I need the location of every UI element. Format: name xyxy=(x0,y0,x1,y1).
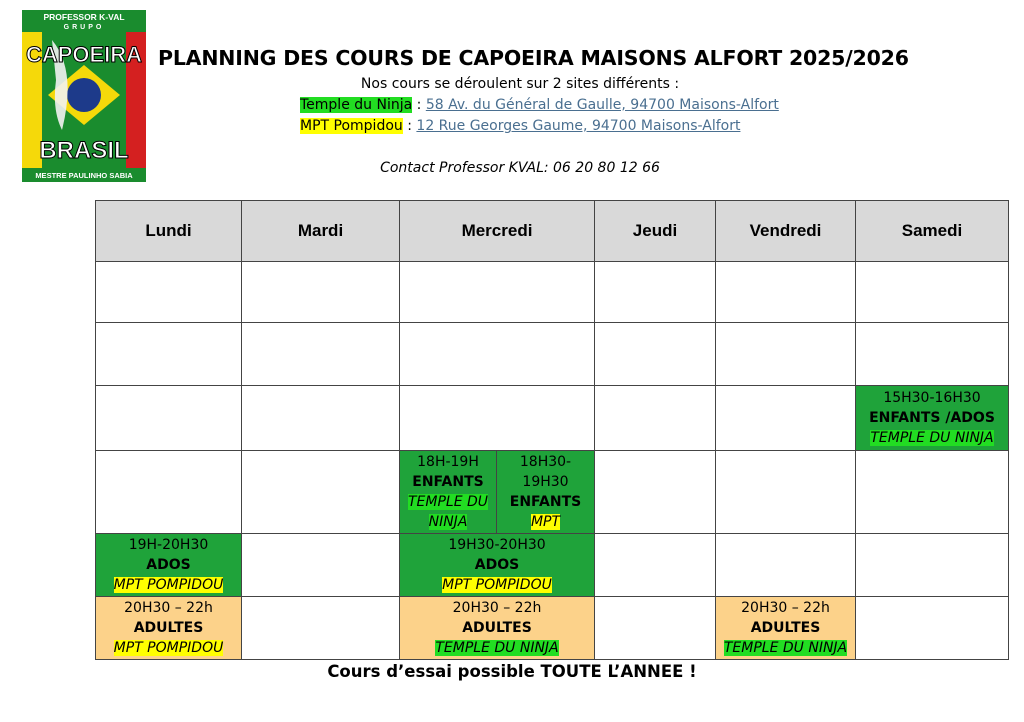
class-time: 20H30 – 22h xyxy=(452,600,542,616)
logo-bottom-text: MESTRE PAULINHO SABIA xyxy=(35,171,133,180)
site2-name: MPT Pompidou xyxy=(300,118,403,134)
class-group: ADULTES xyxy=(133,620,204,636)
page-title: PLANNING DES COURS DE CAPOEIRA MAISONS ALFORT 2025/2026 xyxy=(158,46,909,70)
logo-word-capoeira: CAPOEIRA xyxy=(25,42,143,67)
class-place: TEMPLE DU NINJA xyxy=(723,640,848,656)
contact-line: Contact Professor KVAL: 06 20 80 12 66 xyxy=(380,160,660,176)
header-samedi: Samedi xyxy=(856,201,1009,262)
site2-sep: : xyxy=(402,118,417,134)
class-mercredi-adultes xyxy=(400,597,595,660)
class-time: 18H30-19H30 xyxy=(519,454,572,490)
site1-line xyxy=(300,97,779,113)
site1-sep: : xyxy=(412,97,426,113)
class-samedi-enfants-ados xyxy=(856,386,1009,451)
logo-top-text: PROFESSOR K-VAL xyxy=(43,12,125,22)
class-place: MPT POMPIDOU xyxy=(442,577,552,593)
logo-word-brasil: BRASIL xyxy=(39,137,129,164)
class-lundi-adultes xyxy=(96,597,242,660)
site1-address-link[interactable]: 58 Av. du Général de Gaulle, 94700 Maisons-Alfort xyxy=(425,97,779,113)
capoeira-brasil-logo xyxy=(22,10,146,182)
sites-intro: Nos cours se déroulent sur 2 sites différents : xyxy=(360,76,680,92)
header-mardi: Mardi xyxy=(242,201,400,262)
header-mercredi: Mercredi xyxy=(400,201,595,262)
class-vendredi-adultes xyxy=(716,597,856,660)
table-row xyxy=(96,262,1009,323)
table-row xyxy=(96,386,1009,451)
class-place: MPT POMPIDOU xyxy=(113,577,224,593)
class-time: 19H30-20H30 xyxy=(448,537,546,553)
class-mercredi-ados xyxy=(400,534,595,597)
class-place: MPT POMPIDOU xyxy=(113,640,224,656)
class-group: ADOS xyxy=(146,557,191,573)
class-group: ADULTES xyxy=(750,620,821,636)
class-lundi-ados xyxy=(96,534,242,597)
header-jeudi: Jeudi xyxy=(595,201,716,262)
class-group: ENFANTS xyxy=(509,494,582,510)
class-place: TEMPLE DU NINJA xyxy=(435,640,559,656)
class-mercredi-enfants-temple xyxy=(400,451,497,534)
schedule-table xyxy=(95,200,1009,660)
logo-grupo-text: GRUPO xyxy=(63,24,105,31)
table-row xyxy=(96,534,1009,597)
header-vendredi: Vendredi xyxy=(716,201,856,262)
class-place: TEMPLE DU NINJA xyxy=(407,494,489,530)
class-time: 15H30-16H30 xyxy=(883,390,981,406)
header-lundi: Lundi xyxy=(96,201,242,262)
class-group: ENFANTS /ADOS xyxy=(869,410,995,426)
table-row xyxy=(96,451,1009,534)
site2-line xyxy=(300,118,740,134)
class-mercredi-enfants-mpt xyxy=(497,451,595,534)
table-row xyxy=(96,597,1009,660)
class-time: 18H-19H xyxy=(417,454,479,470)
class-group: ENFANTS xyxy=(412,474,484,490)
class-group: ADULTES xyxy=(462,620,532,636)
table-row xyxy=(96,323,1009,386)
site2-address-link[interactable]: 12 Rue Georges Gaume, 94700 Maisons-Alfort xyxy=(416,118,741,134)
class-place: TEMPLE DU NINJA xyxy=(870,430,994,446)
class-place: MPT xyxy=(530,514,561,530)
table-header-row xyxy=(96,201,1009,262)
class-time: 20H30 – 22h xyxy=(741,600,830,616)
site1-name: Temple du Ninja xyxy=(300,97,413,113)
class-group: ADOS xyxy=(474,557,520,573)
class-time: 20H30 – 22h xyxy=(124,600,213,616)
class-time: 19H-20H30 xyxy=(128,537,209,553)
footer-note: Cours d’essai possible TOUTE L’ANNEE ! xyxy=(327,662,697,681)
